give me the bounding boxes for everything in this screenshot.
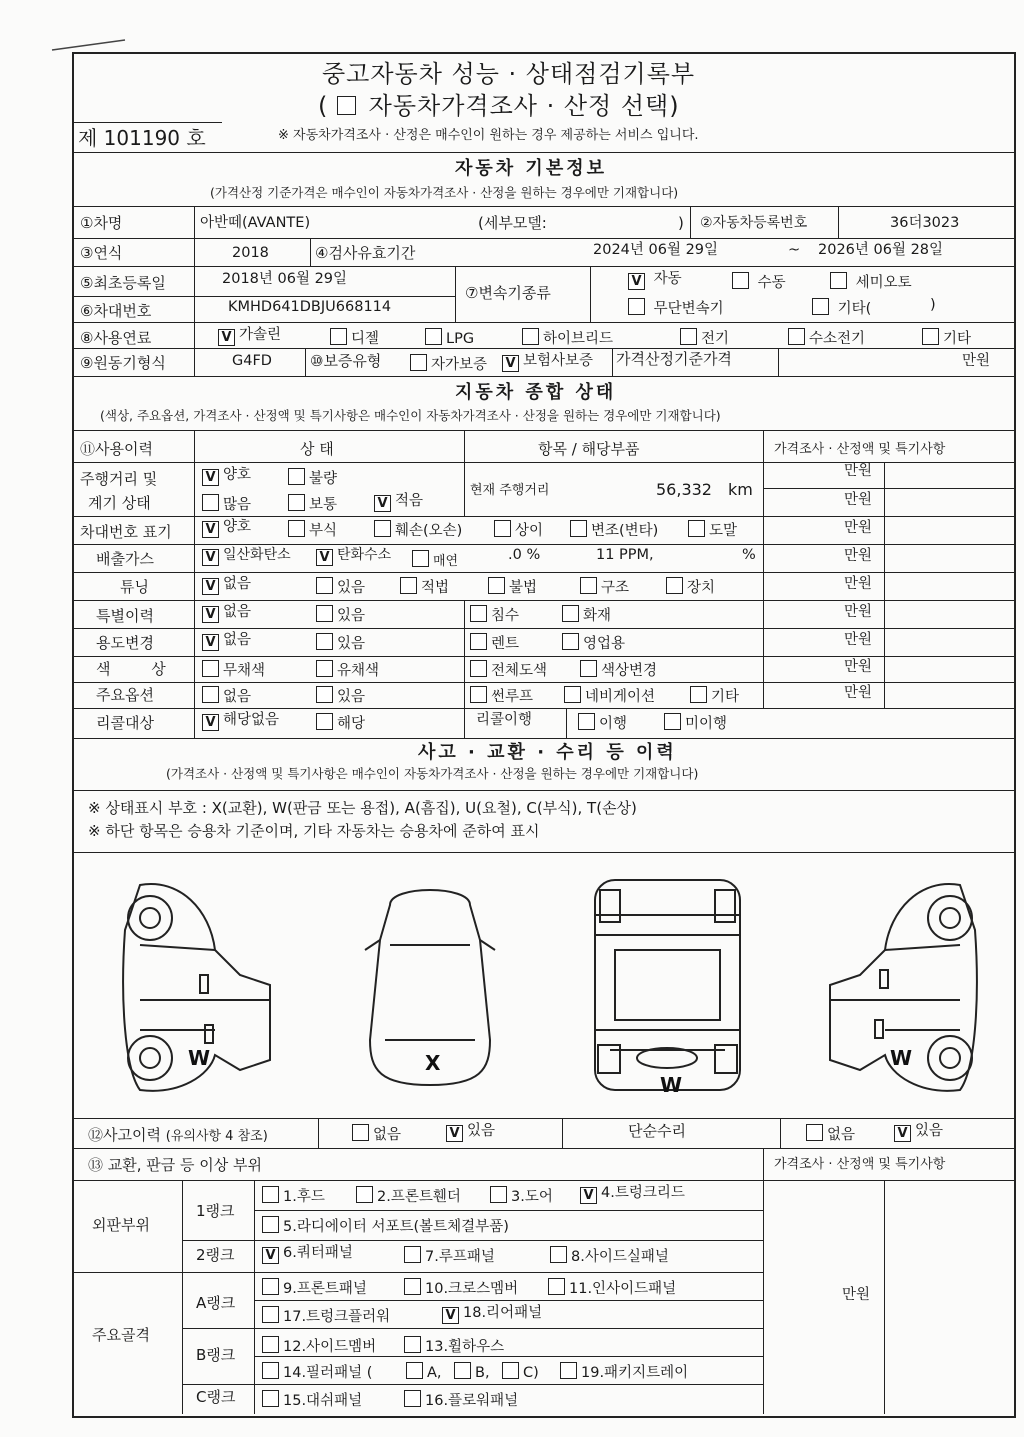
part-package-tray-checkbox[interactable]	[560, 1362, 577, 1379]
tuning-legal: 적법	[400, 577, 449, 596]
sub-model-label: (세부모델:	[478, 214, 547, 232]
vin-value: KMHD641DBJU668114	[228, 299, 392, 315]
status-note: (색상, 주요옵션, 가격조사 · 산정액 및 특기사항은 매수인이 자동차가격조사 · 산정을 원하는 경우에만 기재합니다)	[100, 408, 721, 423]
car-name-label: ①차명	[80, 214, 123, 232]
reg-no-label: ②자동차등록번호	[700, 215, 808, 231]
emission-co: V 일산화탄소	[202, 548, 291, 566]
frame-label: 주요골격	[92, 1326, 150, 1344]
vin-mark-mismatch: 상이	[494, 520, 543, 539]
mileage-bad: 불량	[288, 468, 337, 487]
mileage-many-checkbox[interactable]	[202, 494, 219, 511]
trans-auto: V 자동	[628, 272, 682, 290]
color-full-paint: 전체도색	[470, 660, 547, 679]
emission-label: 배출가스	[96, 550, 154, 568]
special-flood-checkbox[interactable]	[470, 605, 487, 622]
vin-mark-stamp: 도말	[688, 520, 737, 539]
mark-right-side: W	[890, 1046, 913, 1070]
part-hood: 1.후드	[262, 1186, 325, 1205]
part-pillar-c: C)	[502, 1362, 539, 1381]
trans-cvt: 무단변속기	[628, 298, 724, 317]
fuel-label: ⑧사용연료	[80, 329, 152, 347]
part-rear-panel: V 18.리어패널	[442, 1306, 542, 1324]
fuel-diesel: 디젤	[330, 328, 379, 347]
engine-label: ⑨원동기형식	[80, 354, 166, 372]
emission-hc-checkbox[interactable]: V	[316, 549, 333, 566]
car-name-value: 아반떼(AVANTE)	[200, 215, 311, 231]
options-none-checkbox[interactable]	[202, 686, 219, 703]
price-unit-tuning: 만원	[844, 576, 873, 592]
accident-exists: V 있음	[446, 1124, 495, 1142]
recall-na-checkbox[interactable]: V	[202, 714, 219, 731]
options-other: 기타	[690, 686, 739, 705]
part-radiator-support: 5.라디에이터 서포트(볼트체결부품)	[262, 1216, 509, 1235]
fuel-hydrogen: 수소전기	[788, 328, 865, 347]
col-history: ⑪사용이력	[80, 440, 153, 458]
vin-mark-damage-checkbox[interactable]	[374, 520, 391, 537]
inspection-tilde: ~	[788, 242, 801, 258]
emission-smoke: 매연	[412, 550, 458, 568]
part-cross-member: 10.크로스멤버	[404, 1278, 518, 1297]
accident-exists-checkbox[interactable]: V	[446, 1125, 463, 1142]
form-title: 중고자동차 성능 · 상태점검기록부	[322, 60, 696, 88]
col-state: 상 태	[300, 440, 334, 458]
fuel-lpg-checkbox[interactable]	[425, 328, 442, 345]
part-pillar-b-checkbox[interactable]	[454, 1362, 471, 1379]
rank-c-label: C랭크	[196, 1388, 236, 1406]
part-front-fender-checkbox[interactable]	[356, 1186, 373, 1203]
vin-mark-good-checkbox[interactable]: V	[202, 521, 219, 538]
color-label: 색 상	[96, 660, 184, 678]
tuning-none-checkbox[interactable]: V	[202, 578, 219, 595]
fuel-hydrogen-checkbox[interactable]	[788, 328, 805, 345]
part-front-fender: 2.프론트휀더	[356, 1186, 461, 1205]
vin-mark-label: 차대번호 표기	[80, 523, 172, 541]
part-floor-panel: 16.플로워패널	[404, 1390, 518, 1409]
accident-history-label: ⑫사고이력 (유의사항 4 참조)	[88, 1126, 268, 1144]
accident-none: 없음	[352, 1124, 401, 1143]
part-door: 3.도어	[490, 1186, 553, 1205]
tuning-legal-checkbox[interactable]	[400, 577, 417, 594]
part-dash-panel-checkbox[interactable]	[262, 1390, 279, 1407]
use-change-rent: 렌트	[470, 633, 519, 652]
parts-header: ⑬ 교환, 판금 등 이상 부위	[88, 1156, 263, 1174]
color-chromatic-checkbox[interactable]	[316, 660, 333, 677]
current-mileage-label: 현재 주행거리	[470, 483, 550, 498]
status-title: 지동차 종합 상태	[455, 382, 617, 403]
part-pillar-panel: 14.필러패널 (	[262, 1362, 372, 1381]
special-flood: 침수	[470, 605, 519, 624]
vin-label: ⑥차대번호	[80, 302, 152, 320]
parts-price-col: 가격조사 · 산정액 및 특기사항	[774, 1157, 946, 1172]
part-roof-panel: 7.루프패널	[404, 1246, 495, 1265]
fuel-lpg: LPG	[425, 328, 474, 347]
simple-repair-none-checkbox[interactable]	[806, 1124, 823, 1141]
trans-manual-checkbox[interactable]	[732, 272, 749, 289]
rank-b-label: B랭크	[196, 1346, 236, 1364]
mileage-good: V 양호	[202, 468, 251, 486]
rank-2-label: 2랭크	[196, 1246, 235, 1264]
warranty-self: 자가보증	[410, 354, 487, 373]
options-exists: 있음	[316, 686, 365, 705]
emission-smoke-checkbox[interactable]	[412, 550, 429, 567]
price-unit-vin: 만원	[844, 520, 873, 536]
part-inside-panel: 11.인사이드패널	[548, 1278, 676, 1297]
part-quarter-panel: V 6.쿼터패널	[262, 1246, 353, 1264]
use-change-label: 용도변경	[96, 634, 154, 652]
color-achromatic-checkbox[interactable]	[202, 660, 219, 677]
simple-repair-label: 단순수리	[628, 1122, 686, 1140]
vin-mark-altered: 변조(변타)	[570, 520, 658, 539]
tuning-device-checkbox[interactable]	[666, 577, 683, 594]
options-sunroof-checkbox[interactable]	[470, 686, 487, 703]
mileage-label-2: 계기 상태	[88, 494, 151, 512]
price-service-checkbox[interactable]	[337, 96, 356, 115]
fuel-diesel-checkbox[interactable]	[330, 328, 347, 345]
part-side-member-checkbox[interactable]	[262, 1336, 279, 1353]
fuel-gasoline: V 가솔린	[218, 328, 281, 346]
current-mileage-value: 56,332	[656, 480, 712, 499]
part-side-sill-checkbox[interactable]	[550, 1246, 567, 1263]
simple-repair-exists-checkbox[interactable]: V	[894, 1125, 911, 1142]
special-history-label: 특별이력	[96, 607, 154, 625]
options-label: 주요옵션	[96, 686, 154, 704]
tuning-structure-checkbox[interactable]	[580, 577, 597, 594]
recall-applicable-checkbox[interactable]	[316, 713, 333, 730]
recall-applicable: 해당	[316, 713, 365, 732]
recall-not-done: 미이행	[664, 713, 727, 732]
tuning-label: 튜닝	[120, 578, 149, 596]
special-fire: 화재	[562, 605, 611, 624]
warranty-label: ⑩보증유형	[310, 352, 382, 370]
recall-label: 리콜대상	[96, 714, 154, 732]
options-sunroof: 썬루프	[470, 686, 533, 705]
simple-repair-exists: V 있음	[894, 1124, 943, 1142]
use-change-rent-checkbox[interactable]	[470, 633, 487, 650]
tuning-exists-checkbox[interactable]	[316, 577, 333, 594]
rank-1-label: 1랭크	[196, 1202, 235, 1220]
price-basis-label: 가격산정기준가격	[616, 350, 732, 368]
use-change-none: V 없음	[202, 633, 251, 651]
options-navigation: 네비게이션	[564, 686, 655, 705]
simple-repair-none: 없음	[806, 1124, 855, 1143]
part-front-panel: 9.프론트패널	[262, 1278, 367, 1297]
document-number: 제 101190 호	[78, 126, 206, 150]
recall-not-done-checkbox[interactable]	[664, 713, 681, 730]
price-basis-unit: 만원	[962, 353, 991, 369]
price-unit-color: 만원	[844, 659, 873, 675]
trans-auto-checkbox[interactable]: V	[628, 273, 645, 290]
color-chromatic: 유채색	[316, 660, 379, 679]
vin-mark-corrosion: 부식	[288, 520, 337, 539]
subtitle-text: 자동차가격조사 · 산정 선택)	[368, 92, 680, 120]
tuning-structure: 구조	[580, 577, 629, 596]
part-hood-checkbox[interactable]	[262, 1186, 279, 1203]
special-exists-checkbox[interactable]	[316, 605, 333, 622]
fuel-electric: 전기	[680, 328, 729, 347]
tuning-none: V 없음	[202, 577, 251, 595]
parts-price-unit: 만원	[842, 1287, 871, 1303]
emission-co-checkbox[interactable]: V	[202, 549, 219, 566]
price-unit-mileage-2: 만원	[844, 492, 873, 508]
inspection-from: 2024년 06월 29일	[593, 242, 719, 258]
engine-value: G4FD	[232, 353, 272, 369]
legend-symbols: ※ 상태표시 부호 : X(교환), W(판금 또는 용접), A(흠집), U(요철), C(부식), T(손상)	[88, 799, 637, 817]
fuel-other: 기타	[922, 328, 971, 347]
fuel-hybrid: 하이브리드	[522, 328, 613, 347]
mileage-normal-checkbox[interactable]	[288, 494, 305, 511]
trans-semi-checkbox[interactable]	[830, 272, 847, 289]
accident-none-checkbox[interactable]	[352, 1124, 369, 1141]
car-damage-diagram	[100, 870, 1000, 1110]
basic-info-note: (가격산정 기준가격은 매수인이 자동차가격조사 · 산정을 원하는 경우에만 기재합니다)	[210, 185, 679, 200]
price-unit-options: 만원	[844, 685, 873, 701]
recall-done-label: 리콜이행	[476, 712, 533, 728]
special-none: V 없음	[202, 605, 251, 623]
special-exists: 있음	[316, 605, 365, 624]
trans-manual: 수동	[732, 272, 786, 291]
smoke-unit: %	[742, 547, 756, 563]
part-rear-panel-checkbox[interactable]: V	[442, 1307, 459, 1324]
first-reg-label: ⑤최초등록일	[80, 274, 166, 292]
part-radiator-support-checkbox[interactable]	[262, 1216, 279, 1233]
vin-mark-stamp-checkbox[interactable]	[688, 520, 705, 537]
trans-cvt-checkbox[interactable]	[628, 298, 645, 315]
options-none: 없음	[202, 686, 251, 705]
use-change-exists-checkbox[interactable]	[316, 633, 333, 650]
price-unit-emission: 만원	[844, 548, 873, 564]
first-reg-value: 2018년 06월 29일	[222, 271, 348, 287]
part-cross-member-checkbox[interactable]	[404, 1278, 421, 1295]
special-none-checkbox[interactable]: V	[202, 606, 219, 623]
mark-frame-view: W	[660, 1073, 683, 1097]
part-pillar-a: A,	[406, 1362, 442, 1381]
accident-note: (가격조사 · 산정액 및 특기사항은 매수인이 자동차가격조사 · 산정을 원하는 경우에만 기재합니다)	[166, 766, 699, 781]
warranty-self-checkbox[interactable]	[410, 354, 427, 371]
vin-mark-mismatch-checkbox[interactable]	[494, 520, 511, 537]
part-quarter-panel-checkbox[interactable]: V	[262, 1247, 279, 1264]
color-full-paint-checkbox[interactable]	[470, 660, 487, 677]
emission-hc: V 탄화수소	[316, 548, 391, 566]
trans-semi: 세미오토	[830, 272, 912, 291]
fuel-gasoline-checkbox[interactable]: V	[218, 329, 235, 346]
mileage-few: V 적음	[374, 494, 423, 512]
part-wheel-house-checkbox[interactable]	[404, 1336, 421, 1353]
fuel-hybrid-checkbox[interactable]	[522, 328, 539, 345]
reg-no-value: 36더3023	[890, 215, 960, 231]
part-pillar-panel-checkbox[interactable]	[262, 1362, 279, 1379]
col-price: 가격조사 · 산정액 및 특기사항	[774, 442, 946, 457]
vin-mark-corrosion-checkbox[interactable]	[288, 520, 305, 537]
mark-left-side: W	[188, 1046, 211, 1070]
part-trunk-floor: 17.트렁크플러워	[262, 1306, 390, 1325]
hc-value: 11 PPM,	[596, 547, 654, 563]
tuning-illegal: 불법	[488, 577, 537, 596]
mileage-label-1: 주행거리 및	[80, 470, 158, 488]
rank-a-label: A랭크	[196, 1294, 236, 1312]
price-unit-special: 만원	[844, 604, 873, 620]
part-inside-panel-checkbox[interactable]	[548, 1278, 565, 1295]
part-dash-panel: 15.대쉬패널	[262, 1390, 362, 1409]
service-note: ※ 자동차가격조사 · 산정은 매수인이 원하는 경우 제공하는 서비스 입니다.	[278, 128, 699, 143]
col-items: 항목 / 해당부품	[538, 440, 640, 458]
recall-done: 이행	[578, 713, 627, 732]
mileage-normal: 보통	[288, 494, 337, 513]
options-exists-checkbox[interactable]	[316, 686, 333, 703]
inspection-to: 2026년 06월 28일	[818, 242, 944, 258]
form-subtitle	[318, 94, 680, 118]
part-roof-panel-checkbox[interactable]	[404, 1246, 421, 1263]
transmission-label: ⑦변속기종류	[465, 284, 551, 302]
use-change-business: 영업용	[562, 633, 625, 652]
mileage-few-checkbox[interactable]: V	[374, 495, 391, 512]
mileage-unit: km	[728, 480, 753, 499]
recall-na: V 해당없음	[202, 713, 279, 731]
recall-done-checkbox[interactable]	[578, 713, 595, 730]
co-value: .0 %	[508, 547, 541, 563]
year-label: ③연식	[80, 244, 123, 262]
price-unit-mileage-1: 만원	[844, 463, 873, 479]
part-trunk-lid: V 4.트렁크리드	[580, 1186, 685, 1204]
mileage-many: 많음	[202, 494, 251, 513]
part-trunk-floor-checkbox[interactable]	[262, 1306, 279, 1323]
frame-view	[595, 880, 740, 1090]
mileage-bad-checkbox[interactable]	[288, 468, 305, 485]
use-change-none-checkbox[interactable]: V	[202, 634, 219, 651]
use-change-exists: 있음	[316, 633, 365, 652]
color-achromatic: 무채색	[202, 660, 265, 679]
year-value: 2018	[232, 245, 269, 261]
part-side-sill: 8.사이드실패널	[550, 1246, 669, 1265]
subtitle-paren: (	[318, 92, 329, 120]
vin-mark-damage: 훼손(오손)	[374, 520, 462, 539]
part-wheel-house: 13.휠하우스	[404, 1336, 504, 1355]
options-navigation-checkbox[interactable]	[564, 686, 581, 703]
inspection-period-label: ④검사유효기간	[315, 244, 416, 262]
outer-panel-label: 외판부위	[92, 1216, 150, 1234]
basic-info-title: 자동차 기본정보	[455, 158, 607, 179]
use-change-business-checkbox[interactable]	[562, 633, 579, 650]
part-trunk-lid-checkbox[interactable]: V	[580, 1187, 597, 1204]
part-package-tray: 19.패키지트레이	[560, 1362, 688, 1381]
part-floor-panel-checkbox[interactable]	[404, 1390, 421, 1407]
part-door-checkbox[interactable]	[490, 1186, 507, 1203]
warranty-insurance: V 보험사보증	[502, 354, 593, 372]
tuning-illegal-checkbox[interactable]	[488, 577, 505, 594]
trans-other-checkbox[interactable]	[812, 298, 829, 315]
part-front-panel-checkbox[interactable]	[262, 1278, 279, 1295]
accident-title: 사고 · 교환 · 수리 등 이력	[418, 742, 677, 763]
legend-note: ※ 하단 항목은 승용차 기준이며, 기타 자동차는 승용차에 준하여 표시	[88, 822, 540, 840]
color-change: 색상변경	[580, 660, 657, 679]
vin-mark-altered-checkbox[interactable]	[570, 520, 587, 537]
warranty-insurance-checkbox[interactable]: V	[502, 355, 519, 372]
tuning-device: 장치	[666, 577, 715, 596]
price-unit-use-change: 만원	[844, 632, 873, 648]
vin-mark-good: V 양호	[202, 520, 251, 538]
tuning-exists: 있음	[316, 577, 365, 596]
part-pillar-a-checkbox[interactable]	[406, 1362, 423, 1379]
mark-top-view: X	[425, 1051, 441, 1075]
trans-other: 기타(	[812, 298, 871, 317]
options-other-checkbox[interactable]	[690, 686, 707, 703]
mileage-good-checkbox[interactable]: V	[202, 469, 219, 486]
part-pillar-c-checkbox[interactable]	[502, 1362, 519, 1379]
sub-model-close: )	[678, 214, 684, 232]
special-fire-checkbox[interactable]	[562, 605, 579, 622]
trans-other-close: )	[930, 297, 936, 313]
part-pillar-b: B,	[454, 1362, 490, 1381]
fuel-electric-checkbox[interactable]	[680, 328, 697, 345]
color-change-checkbox[interactable]	[580, 660, 597, 677]
fuel-other-checkbox[interactable]	[922, 328, 939, 345]
part-side-member: 12.사이드멤버	[262, 1336, 376, 1355]
